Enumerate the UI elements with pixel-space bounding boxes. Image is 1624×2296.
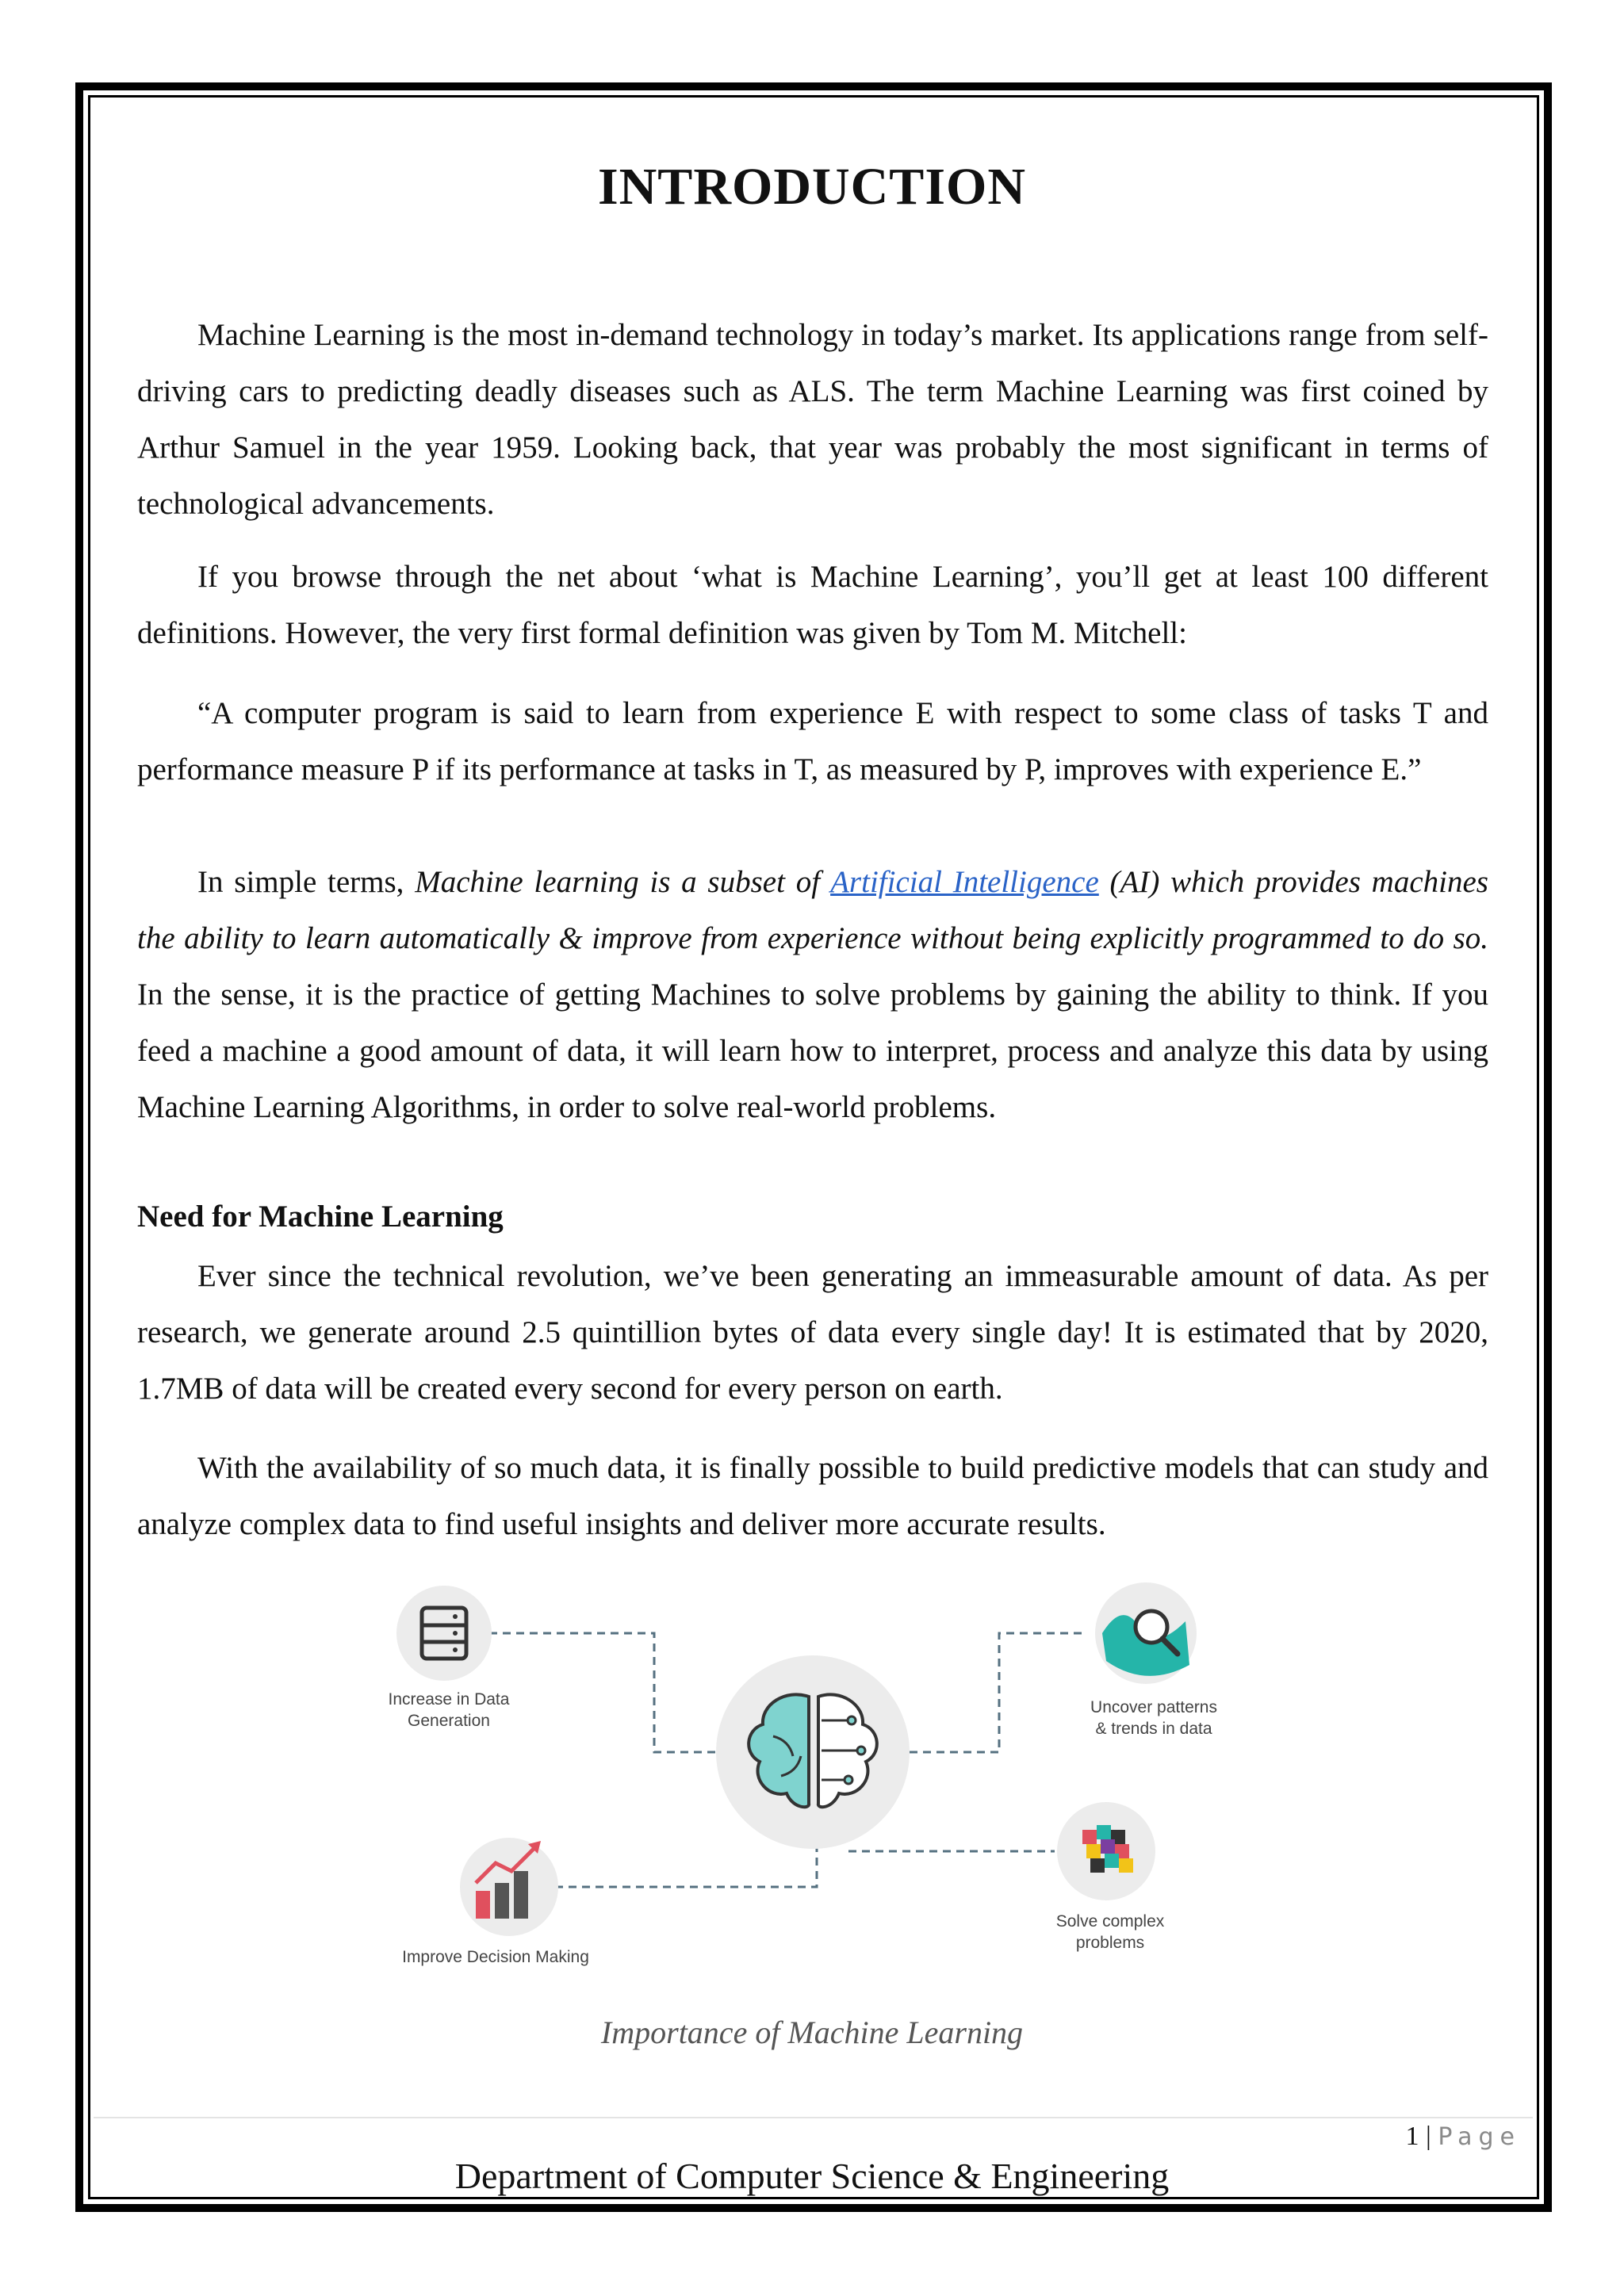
- database-icon: [396, 1586, 492, 1681]
- page-number-separator: |: [1426, 2122, 1431, 2151]
- paragraph-mitchell-quote: “A computer program is said to learn from experience E with respect to some class of tasks T and performance measure P if its performance at tasks in T, as measured by P, improves with experience E.”: [137, 696, 1488, 786]
- paragraph-simple-terms: [137, 854, 1488, 1135]
- paragraph-definitions: If you browse through the net about ‘what is Machine Learning’, you’ll get at least 100 different definitions. However, the very first formal definition was given by Tom M. Mitchell:: [137, 560, 1488, 650]
- label-patterns-1: Uncover patterns: [1090, 1698, 1217, 1716]
- label-solve-1: Solve complex: [1055, 1912, 1165, 1931]
- page-number-value: 1: [1405, 2122, 1419, 2151]
- page-number: [1406, 2122, 1521, 2152]
- brain-icon: [716, 1655, 910, 1849]
- label-solve-2: problems: [1075, 1934, 1145, 1952]
- page-word: Page: [1438, 2123, 1521, 2151]
- growth-chart-icon: [460, 1838, 558, 1936]
- section-heading-need-ml: Need for Machine Learning: [137, 1200, 504, 1234]
- connector-data-generation: [476, 1633, 722, 1752]
- connector-patterns: [896, 1633, 1086, 1752]
- label-decision: Improve Decision Making: [402, 1948, 589, 1966]
- artificial-intelligence-link[interactable]: Artificial Intelligence: [830, 865, 1099, 899]
- simple-terms-italic-b: (AI) which provides machines the ability to learn automatically & improve from experience without being explicitly programmed to do so.: [137, 865, 1488, 955]
- page-title: INTRODUCTION: [597, 158, 1027, 216]
- simple-terms-italic-a: Machine learning is a subset of: [415, 865, 831, 899]
- label-patterns-2: & trends in data: [1095, 1720, 1212, 1738]
- department-footer: Department of Computer Science & Engineering: [454, 2156, 1170, 2196]
- label-data-generation-2: Generation: [408, 1712, 490, 1730]
- paragraph-data-availability: With the availability of so much data, it is finally possible to build predictive models that can study and analyze complex data to find useful insights and deliver more accurate results.: [137, 1451, 1488, 1541]
- magnifier-pattern-icon: [1095, 1582, 1197, 1684]
- figure-caption: Importance of Machine Learning: [600, 2015, 1024, 2050]
- simple-terms-lead: In simple terms,: [197, 865, 416, 899]
- ml-importance-figure: [373, 1578, 1245, 1974]
- footer-divider: [94, 2117, 1533, 2118]
- paragraph-data-generation: Ever since the technical revolution, we’ve been generating an immeasurable amount of data. As per research, we generate around 2.5 quintillion bytes of data every single day! It is estimated that by 2020, 1.7MB of data will be created every second for every person on earth.: [137, 1259, 1488, 1406]
- simple-terms-rest: In the sense, it is the practice of getting Machines to solve problems by gaining the ability to think. If you feed a machine a good amount of data, it will learn how to interpret, process and analyze this data by using Machine Learning Algorithms, in order to solve real-world problems.: [137, 978, 1488, 1124]
- label-data-generation-1: Increase in Data: [388, 1690, 510, 1709]
- paragraph-intro: Machine Learning is the most in-demand technology in today’s market. Its applications range from self-driving cars to predicting deadly diseases such as ALS. The term Machine Learning was first coined by Arthur Samuel in the year 1959. Looking back, that year was probably the most significant in terms of technological advancements.: [137, 318, 1488, 521]
- puzzle-cube-icon: [1057, 1802, 1155, 1900]
